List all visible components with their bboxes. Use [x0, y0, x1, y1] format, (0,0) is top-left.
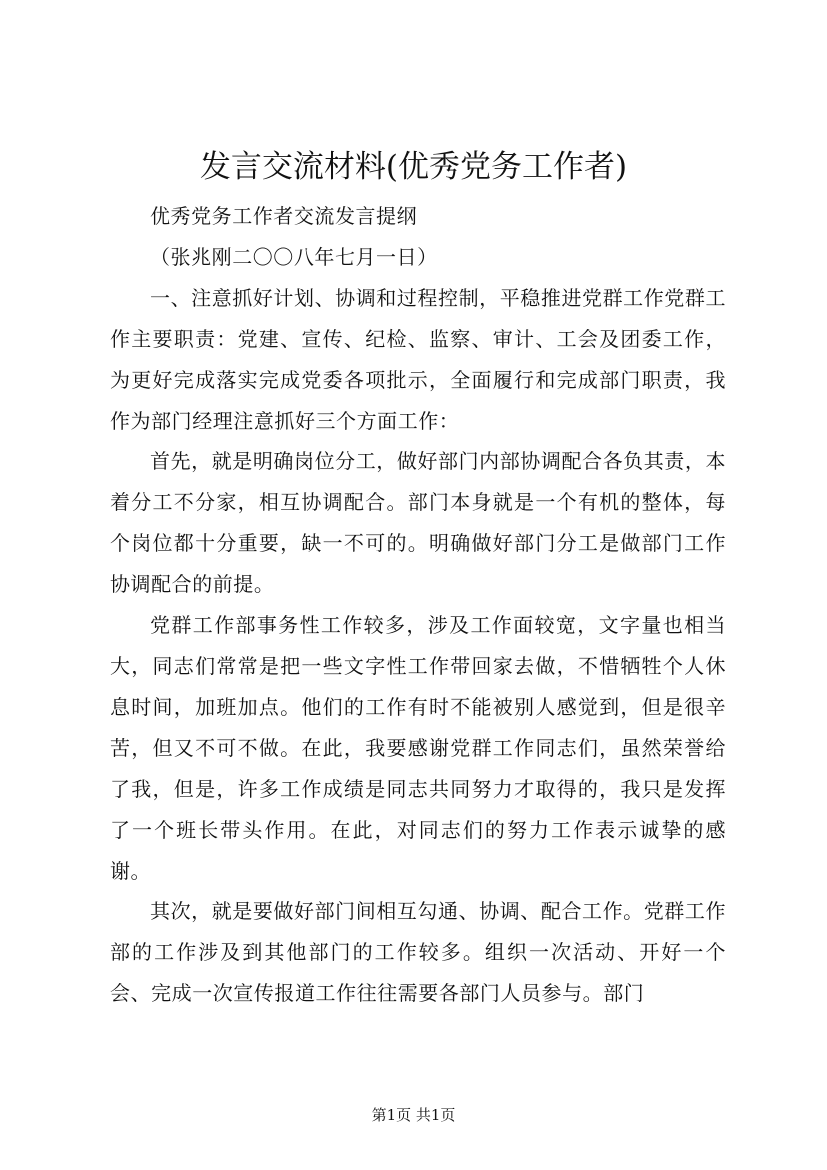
subtitle-paragraph: 优秀党务工作者交流发言提纲 [150, 204, 418, 228]
body-paragraph: 党群工作部事务性工作较多，涉及工作面较宽，文字量也相当大，同志们常常是把一些文字性工作带回家去做，不惜牺牲个人休息时间，加班加点。他们的工作有时不能被别人感觉到，但是很辛苦，但又不可不做。在此，我要感谢党群工作同志们，虽然荣誉给了我，但是，许多工作成绩是同志共同努力才取得的，我只是发挥了一个班长带头作用。在此，对同志们的努力工作表示诚挚的感谢。 [110, 613, 726, 883]
body-paragraph: 其次，就是要做好部门间相互勾通、协调、配合工作。党群工作部的工作涉及到其他部门的工作较多。组织一次活动、开好一个会、完成一次宣传报道工作往往需要各部门人员参与。部门 [110, 899, 726, 1006]
body-paragraph: 首先，就是明确岗位分工，做好部门内部协调配合各负其责，本着分工不分家，相互协调配合。部门本身就是一个有机的整体，每个岗位都十分重要，缺一不可的。明确做好部门分工是做部门工作协调配合的前提。 [110, 449, 726, 597]
page-footer: 第1页 共1页 [371, 1106, 456, 1124]
document-body [110, 196, 726, 1014]
document-title: 发言交流材料(优秀党务工作者) [199, 149, 628, 185]
author-date-paragraph: （张兆刚二〇〇八年七月一日） [150, 244, 438, 269]
body-paragraph: 一、注意抓好计划、协调和过程控制，平稳推进党群工作党群工作主要职责：党建、宣传、纪检、监察、审计、工会及团委工作，为更好完成落实完成党委各项批示，全面履行和完成部门职责，我作为部门经理注意抓好三个方面工作： [110, 285, 726, 433]
